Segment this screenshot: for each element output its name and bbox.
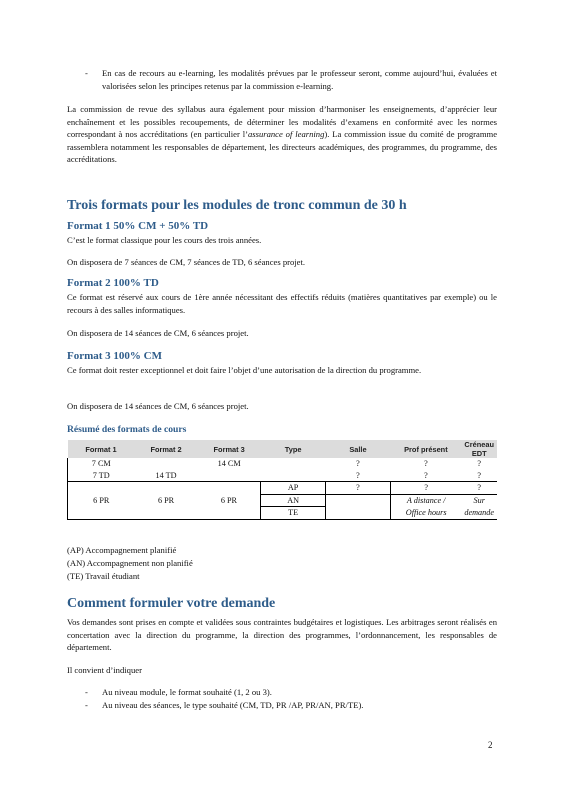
format2-text2: On disposera de 14 séances de CM, 6 séances projet. <box>67 328 249 338</box>
cell-type: TE <box>261 507 326 520</box>
cell-salle: ? <box>356 459 360 469</box>
cell-f3: 6 PR <box>198 482 261 520</box>
cell-salle: ? <box>326 470 391 482</box>
format1-text2: On disposera de 7 séances de CM, 7 séances de TD, 6 séances projet. <box>67 257 306 267</box>
legend-te: (TE) Travail étudiant <box>67 571 140 581</box>
indicate-item-1-text: Au niveau module, le format souhaité (1, 2 ou 3). <box>102 687 272 697</box>
cell-type <box>261 458 326 470</box>
commission-text-b: ). La commission issue du comité de programme rassemblera notamment les responsables de département, les directeurs académiques, des programmes, du programme, des accréditations. <box>67 129 498 165</box>
format3-title: Format 3 100% CM <box>67 350 163 362</box>
table-row <box>68 458 498 470</box>
page-number: 2 <box>488 740 493 750</box>
intro-bullet-text: En cas de recours au e-learning, les modalités prévues par le professeur seront, comme aujourd’hui, évaluées et valorisées selon les principes retenus par la commission e-learning. <box>102 68 497 91</box>
cell-creneau: Sur <box>473 496 485 505</box>
cell-creneau: demande <box>461 507 497 520</box>
section-request-title: Comment formuler votre demande <box>67 596 276 611</box>
cell-f2: 6 PR <box>135 482 198 520</box>
format2-title: Format 2 100% TD <box>67 277 159 289</box>
indicate-item-2-text: Au niveau des séances, le type souhaité (CM, TD, PR /AP, PR/AN, PR/TE). <box>102 700 364 710</box>
header-type: Type <box>261 440 326 458</box>
legend-an: (AN) Accompagnement non planifié <box>67 558 193 568</box>
header-salle: Salle <box>326 440 391 458</box>
cell-f3 <box>198 470 261 482</box>
bullet-dash: - <box>85 687 88 697</box>
header-creneau: Créneau EDT <box>461 440 497 458</box>
table-row <box>68 482 498 495</box>
bullet-dash: - <box>85 68 88 78</box>
cell-type: AP <box>261 482 326 495</box>
header-format2: Format 2 <box>135 440 198 458</box>
cell-prof: Office hours <box>390 507 461 520</box>
indicate-label: Il convient d’indiquer <box>67 665 142 675</box>
commission-paragraph <box>67 103 497 166</box>
cell-prof: ? <box>424 459 428 469</box>
bullet-dash: - <box>85 700 88 710</box>
commission-text-italic: assurance of learning <box>247 129 325 140</box>
request-paragraph: Vos demandes sont prises en compte et validées sous contraintes budgétaires et logistiques. Les arbitrages seront réalisés en concertation avec la direction du programme, la direction des programmes, l’ordonnancement, les responsables de département. <box>67 617 497 653</box>
cell-prof: A distance / <box>406 496 446 505</box>
cell-f1: 6 PR <box>68 482 135 520</box>
cell-f1: 7 CM <box>68 458 135 470</box>
cell-creneau: ? <box>461 482 497 495</box>
table-row <box>68 470 498 482</box>
summary-title: Résumé des formats de cours <box>67 424 187 435</box>
cell-f3: 14 CM <box>217 459 241 469</box>
summary-table <box>67 440 497 520</box>
cell-f1: 7 TD <box>68 470 135 482</box>
cell-type <box>261 470 326 482</box>
cell-salle <box>326 494 391 519</box>
header-format1: Format 1 <box>68 440 135 458</box>
legend-ap: (AP) Accompagnement planifié <box>67 545 177 555</box>
summary-header-row <box>68 440 498 458</box>
cell-creneau: ? <box>461 470 497 482</box>
cell-creneau: ? <box>477 459 482 469</box>
commission-text-a: La commission de revue des syllabus aura également pour mission d’harmoniser les enseignements, d’apprécier leur enchaînement et les possibles recoupements, de déterminer les modalités d’examens en conformité avec les normes correspondant à nos accréditations (en particulier l’ <box>67 104 497 140</box>
format1-title: Format 1 50% CM + 50% TD <box>67 220 209 232</box>
header-prof: Prof présent <box>390 440 461 458</box>
section-formats-title: Trois formats pour les modules de tronc commun de 30 h <box>67 198 407 213</box>
cell-prof: ? <box>390 482 461 495</box>
cell-f2: 14 TD <box>135 470 198 482</box>
format3-text1: Ce format doit rester exceptionnel et doit faire l’objet d’une autorisation de la direction du programme. <box>67 365 422 375</box>
format2-text1: Ce format est réservé aux cours de 1ère année nécessitant des effectifs réduits (matières quantitatives par exemple) ou le recours à des salles informatiques. <box>67 292 497 315</box>
cell-salle: ? <box>326 482 391 495</box>
format1-text1: C’est le format classique pour les cours des trois années. <box>67 235 262 245</box>
cell-type: AN <box>261 494 326 507</box>
header-format3: Format 3 <box>198 440 261 458</box>
cell-f2 <box>135 458 198 470</box>
cell-prof: ? <box>390 470 461 482</box>
format3-text2: On disposera de 14 séances de CM, 6 séances projet. <box>67 401 249 411</box>
